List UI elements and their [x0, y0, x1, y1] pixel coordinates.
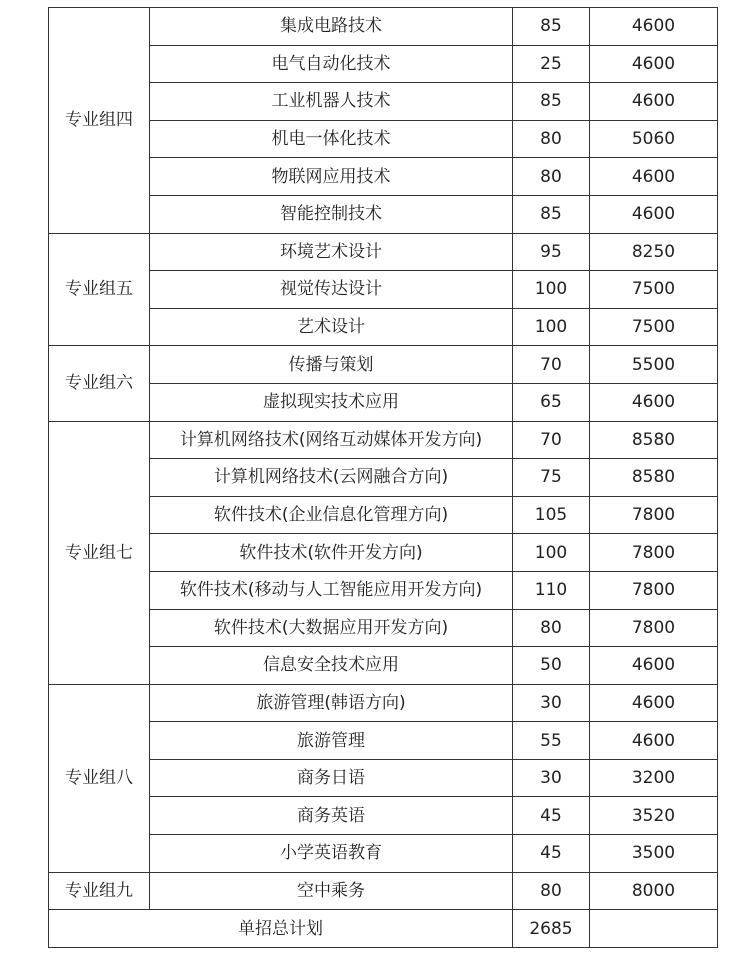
major-name-cell: 计算机网络技术(云网融合方向) [150, 459, 513, 497]
plan-count-cell: 45 [513, 797, 590, 835]
tuition-fee-cell: 4600 [590, 195, 718, 233]
tuition-fee-cell: 5060 [590, 120, 718, 158]
table-row [49, 459, 718, 497]
table-row [49, 684, 718, 722]
tuition-fee-cell: 4600 [590, 83, 718, 121]
tuition-fee-cell: 7800 [590, 571, 718, 609]
major-name-cell: 旅游管理(韩语方向) [150, 684, 513, 722]
plan-count-cell: 85 [513, 83, 590, 121]
table-row [49, 609, 718, 647]
tuition-fee-cell: 8000 [590, 872, 718, 910]
table-row [49, 271, 718, 309]
plan-count-cell: 80 [513, 158, 590, 196]
table-row [49, 158, 718, 196]
major-name-cell: 工业机器人技术 [150, 83, 513, 121]
tuition-fee-cell: 4600 [590, 722, 718, 760]
major-name-cell: 电气自动化技术 [150, 45, 513, 83]
plan-count-cell: 70 [513, 421, 590, 459]
table-row [49, 722, 718, 760]
major-name-cell: 物联网应用技术 [150, 158, 513, 196]
table-row [49, 759, 718, 797]
major-name-cell: 信息安全技术应用 [150, 647, 513, 685]
enrollment-plan-table [48, 7, 718, 948]
group-name-cell: 专业组九 [49, 872, 150, 910]
tuition-fee-cell: 3200 [590, 759, 718, 797]
plan-count-cell: 80 [513, 120, 590, 158]
plan-count-cell: 30 [513, 759, 590, 797]
table-row [49, 872, 718, 910]
plan-count-cell: 70 [513, 346, 590, 384]
major-name-cell: 环境艺术设计 [150, 233, 513, 271]
major-name-cell: 机电一体化技术 [150, 120, 513, 158]
table-row [49, 496, 718, 534]
tuition-fee-cell: 8580 [590, 459, 718, 497]
table-row [49, 233, 718, 271]
plan-count-cell: 100 [513, 308, 590, 346]
tuition-fee-cell: 8580 [590, 421, 718, 459]
group-name-cell: 专业组七 [49, 421, 150, 684]
table-row [49, 8, 718, 46]
tuition-fee-cell: 5500 [590, 346, 718, 384]
major-name-cell: 集成电路技术 [150, 8, 513, 46]
plan-count-cell: 50 [513, 647, 590, 685]
table-row [49, 571, 718, 609]
plan-count-cell: 85 [513, 8, 590, 46]
plan-count-cell: 85 [513, 195, 590, 233]
table-row [49, 83, 718, 121]
major-name-cell: 商务日语 [150, 759, 513, 797]
total-row [49, 910, 718, 948]
plan-count-cell: 30 [513, 684, 590, 722]
major-name-cell: 小学英语教育 [150, 835, 513, 873]
table-row [49, 534, 718, 572]
tuition-fee-cell: 4600 [590, 684, 718, 722]
tuition-fee-cell: 3520 [590, 797, 718, 835]
major-name-cell: 虚拟现实技术应用 [150, 383, 513, 421]
tuition-fee-cell: 3500 [590, 835, 718, 873]
major-name-cell: 软件技术(企业信息化管理方向) [150, 496, 513, 534]
plan-count-cell: 100 [513, 271, 590, 309]
tuition-fee-cell: 4600 [590, 45, 718, 83]
major-name-cell: 传播与策划 [150, 346, 513, 384]
group-name-cell: 专业组四 [49, 8, 150, 234]
tuition-fee-cell: 4600 [590, 647, 718, 685]
tuition-fee-cell: 7500 [590, 271, 718, 309]
major-name-cell: 空中乘务 [150, 872, 513, 910]
table-row [49, 346, 718, 384]
plan-count-cell: 110 [513, 571, 590, 609]
plan-count-cell: 80 [513, 609, 590, 647]
tuition-fee-cell: 8250 [590, 233, 718, 271]
plan-count-cell: 105 [513, 496, 590, 534]
tuition-fee-cell: 4600 [590, 158, 718, 196]
major-name-cell: 软件技术(软件开发方向) [150, 534, 513, 572]
table-row [49, 120, 718, 158]
tuition-fee-cell: 4600 [590, 8, 718, 46]
total-label-cell: 单招总计划 [49, 910, 513, 948]
table-row [49, 421, 718, 459]
major-name-cell: 计算机网络技术(网络互动媒体开发方向) [150, 421, 513, 459]
plan-count-cell: 45 [513, 835, 590, 873]
table-row [49, 195, 718, 233]
plan-count-cell: 95 [513, 233, 590, 271]
total-count-cell: 2685 [513, 910, 590, 948]
plan-count-cell: 100 [513, 534, 590, 572]
group-name-cell: 专业组五 [49, 233, 150, 346]
table-body [49, 8, 718, 948]
tuition-fee-cell: 7800 [590, 496, 718, 534]
plan-count-cell: 75 [513, 459, 590, 497]
plan-count-cell: 55 [513, 722, 590, 760]
table-row [49, 383, 718, 421]
plan-count-cell: 80 [513, 872, 590, 910]
table-row [49, 647, 718, 685]
major-name-cell: 智能控制技术 [150, 195, 513, 233]
major-name-cell: 艺术设计 [150, 308, 513, 346]
table-row [49, 835, 718, 873]
tuition-fee-cell: 7800 [590, 534, 718, 572]
major-name-cell: 软件技术(移动与人工智能应用开发方向) [150, 571, 513, 609]
group-name-cell: 专业组八 [49, 684, 150, 872]
plan-count-cell: 25 [513, 45, 590, 83]
major-name-cell: 商务英语 [150, 797, 513, 835]
total-fee-cell [590, 910, 718, 948]
table-row [49, 45, 718, 83]
tuition-fee-cell: 4600 [590, 383, 718, 421]
group-name-cell: 专业组六 [49, 346, 150, 421]
table-row [49, 308, 718, 346]
major-name-cell: 视觉传达设计 [150, 271, 513, 309]
tuition-fee-cell: 7800 [590, 609, 718, 647]
tuition-fee-cell: 7500 [590, 308, 718, 346]
table-row [49, 797, 718, 835]
major-name-cell: 软件技术(大数据应用开发方向) [150, 609, 513, 647]
plan-count-cell: 65 [513, 383, 590, 421]
major-name-cell: 旅游管理 [150, 722, 513, 760]
